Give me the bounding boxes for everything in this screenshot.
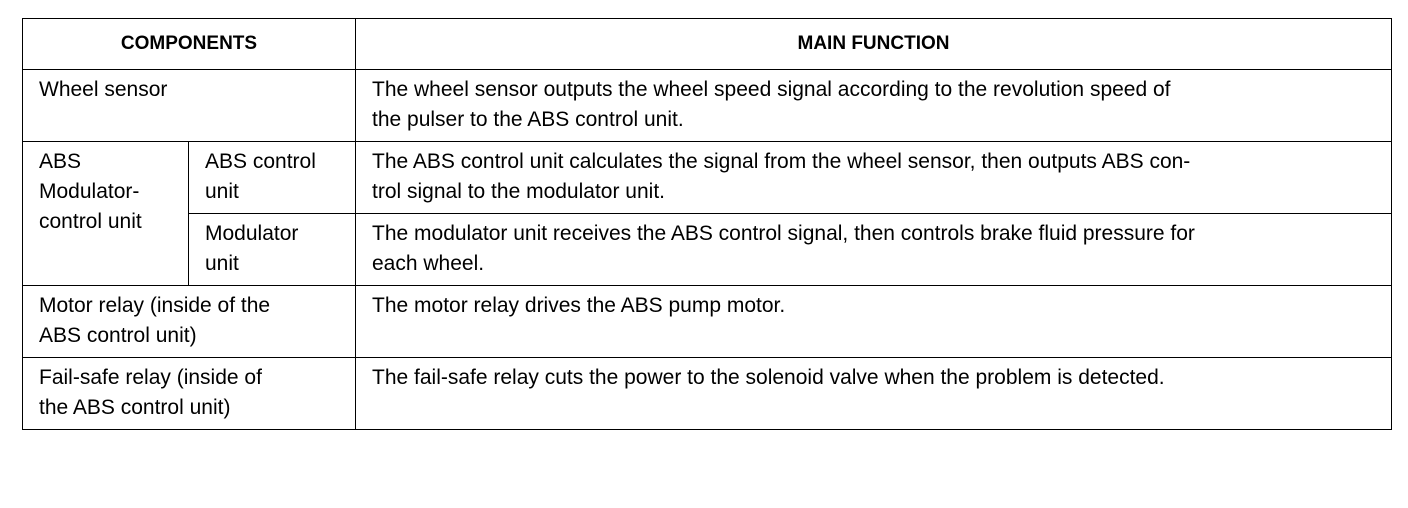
main-function-header: MAIN FUNCTION: [356, 19, 1392, 70]
component-cell: Motor relay (inside of the ABS control unit): [23, 286, 356, 358]
table-row: [23, 286, 1392, 358]
table-row: [23, 70, 1392, 142]
table-row: [23, 214, 1392, 286]
function-cell: The fail-safe relay cuts the power to the solenoid valve when the problem is detected.: [356, 358, 1392, 430]
components-header: COMPONENTS: [23, 19, 356, 70]
subcomponent-cell: Modulator unit: [189, 214, 356, 286]
subcomponent-cell: ABS control unit: [189, 142, 356, 214]
function-cell: The wheel sensor outputs the wheel speed signal according to the revolution speed of the pulser to the ABS control unit.: [356, 70, 1392, 142]
function-cell: The ABS control unit calculates the signal from the wheel sensor, then outputs ABS con- trol signal to the modulator unit.: [356, 142, 1392, 214]
function-cell: The modulator unit receives the ABS control signal, then controls brake fluid pressure for each wheel.: [356, 214, 1392, 286]
abs-components-table: [22, 18, 1392, 430]
component-cell: Fail-safe relay (inside of the ABS control unit): [23, 358, 356, 430]
table-row: [23, 358, 1392, 430]
component-cell: Wheel sensor: [23, 70, 356, 142]
table-header-row: [23, 19, 1392, 70]
function-cell: The motor relay drives the ABS pump motor.: [356, 286, 1392, 358]
component-group-cell: ABS Modulator- control unit: [23, 142, 189, 286]
table-row: [23, 142, 1392, 214]
